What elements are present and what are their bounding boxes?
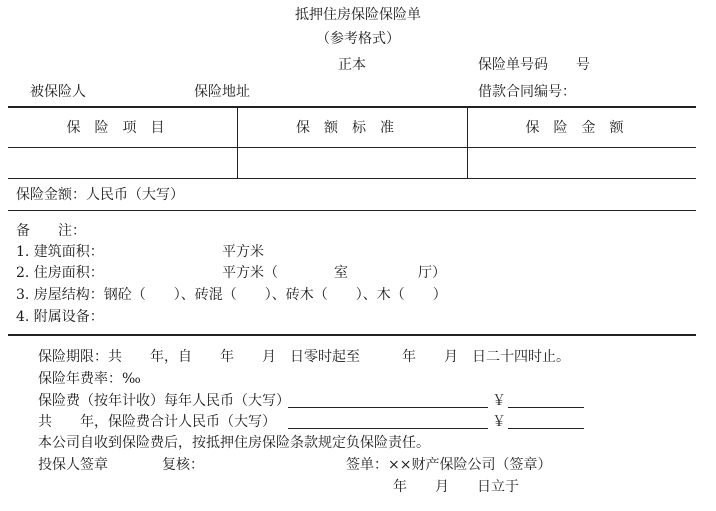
issuer-signature-label: 签单：××财产保险公司（签章） — [346, 457, 552, 473]
insured-label: 被保险人 — [30, 84, 86, 100]
annual-fee-currency: ￥ — [492, 393, 506, 409]
total-fee-currency: ￥ — [492, 414, 506, 430]
applicant-signature-label: 投保人签章 — [38, 457, 108, 473]
column-header-item: 保险项目 — [66, 120, 179, 136]
note-structure: 3. 房屋结构：钢砼（ ）、砖混（ ）、砖木（ ）、木（ ） — [16, 287, 447, 303]
notes-bottom-border — [8, 334, 696, 336]
note-equipment: 4. 附属设备： — [16, 309, 104, 325]
insurance-period: 保险期限：共 年，自 年 月 日零时起至 年 月 日二十四时止。 — [38, 349, 570, 365]
annual-rate: 保险年费率：‰ — [38, 371, 141, 387]
total-fee-number-line — [508, 428, 584, 429]
column-header-standard: 保额标准 — [296, 120, 408, 136]
table-header-divider — [8, 147, 696, 148]
note-living-area: 2. 住房面积： — [16, 265, 104, 281]
note-building-area: 1. 建筑面积： — [16, 244, 104, 260]
total-fee-label: 共 年，保险费合计人民币（大写） — [38, 414, 276, 430]
review-label: 复核： — [162, 457, 204, 473]
note-living-area-unit: 平方米（ 室 厅） — [222, 265, 446, 281]
copy-label: 正本 — [338, 57, 366, 73]
page-subtitle: （参考格式） — [316, 31, 400, 47]
table-column-divider — [237, 106, 238, 178]
liability-statement: 本公司自收到保险费后，按抵押住房保险条款规定负保险责任。 — [38, 435, 430, 451]
amount-in-words-label: 保险金额：人民币（大写） — [16, 187, 184, 203]
table-column-divider — [467, 106, 468, 178]
table-top-border — [8, 106, 696, 108]
policy-number-label: 保险单号码 号 — [478, 57, 590, 73]
annual-fee-number-line — [508, 407, 584, 408]
total-fee-words-line — [288, 428, 488, 429]
issue-date: 年 月 日立于 — [393, 479, 519, 495]
column-header-amount: 保险金额 — [525, 120, 638, 136]
page-title: 抵押住房保险保险单 — [295, 7, 421, 23]
annual-fee-label: 保险费（按年计收）每年人民币（大写） — [38, 393, 290, 409]
amount-row-border — [8, 210, 696, 211]
notes-heading: 备 注： — [16, 223, 86, 239]
annual-fee-words-line — [288, 407, 488, 408]
table-bottom-border — [8, 178, 696, 179]
loan-contract-label: 借款合同编号： — [478, 84, 576, 100]
address-label: 保险地址 — [194, 84, 250, 100]
note-building-area-unit: 平方米 — [222, 244, 264, 260]
